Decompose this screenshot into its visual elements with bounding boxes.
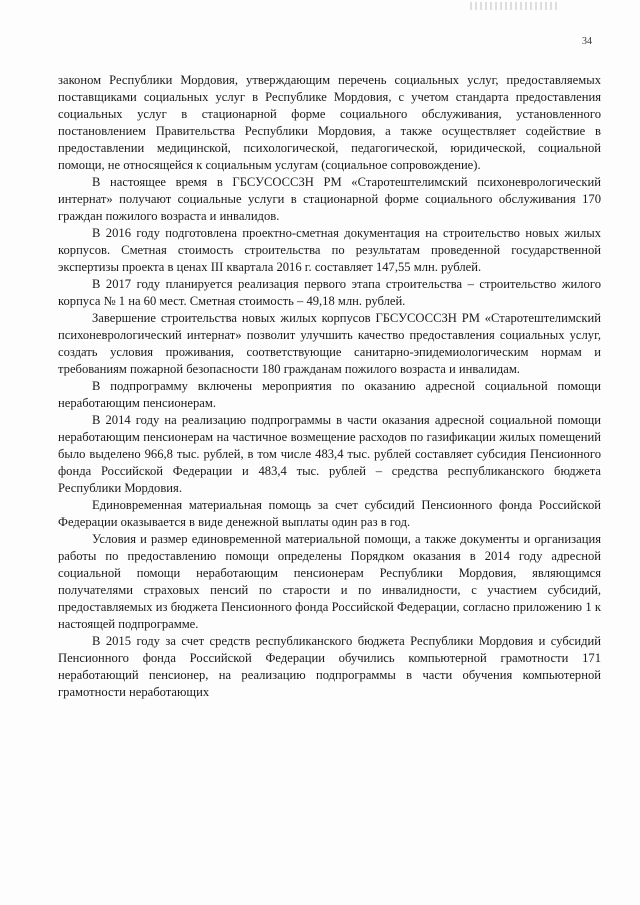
document-body [58,72,601,701]
paragraph: В 2015 году за счет средств республиканского бюджета Республики Мордовия и субсидий Пенсионного фонда Российской Федерации обучились компьютерной грамотности 171 неработающий пенсионер, на реализацию подпрограммы в части обучения компьютерной грамотности неработающих [58,634,601,699]
paragraph: В 2016 году подготовлена проектно-сметная документация на строительство новых жилых корпусов. Сметная стоимость строительства по результатам проведенной государственной экспертизы проекта в ценах III квартала 2016 г. составляет 147,55 млн. рублей. [58,226,601,274]
paragraph: Условия и размер единовременной материальной помощи, а также документы и организация работы по предоставлению помощи определены Порядком оказания в 2014 году адресной социальной помощи неработающим пенсионерам Республики Мордовия, являющимся получателями страховых пенсий по старости и по инвалидности, с участием субсидий, предоставляемых из бюджета Пенсионного фонда Российской Федерации, согласно приложению 1 к настоящей подпрограмме. [58,532,601,631]
paragraph: В подпрограмму включены мероприятия по оказанию адресной социальной помощи неработающим пенсионерам. [58,379,601,410]
paragraph: Завершение строительства новых жилых корпусов ГБСУСОССЗН РМ «Старотештелимский психоневрологический интернат» позволит улучшить качество предоставления социальных услуг, создать условия проживания, соответствующие санитарно-эпидемиологическим нормам и требованиям пожарной безопасности 180 гражданам пожилого возраста и инвалидам. [58,311,601,376]
paragraph: законом Республики Мордовия, утверждающим перечень социальных услуг, предоставляемых поставщиками социальных услуг в Республике Мордовия, с учетом стандарта предоставления социальных услуг в стационарной форме социального обслуживания, установленного постановлением Правительства Республики Мордовия, а также осуществляет содействие в предоставлении медицинской, психологической, педагогической, юридической, социальной помощи, не относящейся к социальным услугам (социальное сопровождение). [58,73,601,172]
paragraph: В 2014 году на реализацию подпрограммы в части оказания адресной социальной помощи неработающим пенсионерам на частичное возмещение расходов по газификации жилых помещений было выделено 966,8 тыс. рублей, в том числе 483,4 тыс. рублей составляет субсидия Пенсионного фонда Российской Федерации и 483,4 тыс. рублей – средства республиканского бюджета Республики Мордовия. [58,413,601,495]
paragraph: В 2017 году планируется реализация первого этапа строительства – строительство жилого корпуса № 1 на 60 мест. Сметная стоимость – 49,18 млн. рублей. [58,277,601,308]
page-number: 34 [582,36,592,47]
paragraph: В настоящее время в ГБСУСОССЗН РМ «Старотештелимский психоневрологический интернат» получают социальные услуги в стационарной форме социального обслуживания 170 граждан пожилого возраста и инвалидов. [58,175,601,223]
paragraph: Единовременная материальная помощь за счет субсидий Пенсионного фонда Российской Федерации оказывается в виде денежной выплаты один раз в год. [58,498,601,529]
scan-artifact [470,2,560,10]
